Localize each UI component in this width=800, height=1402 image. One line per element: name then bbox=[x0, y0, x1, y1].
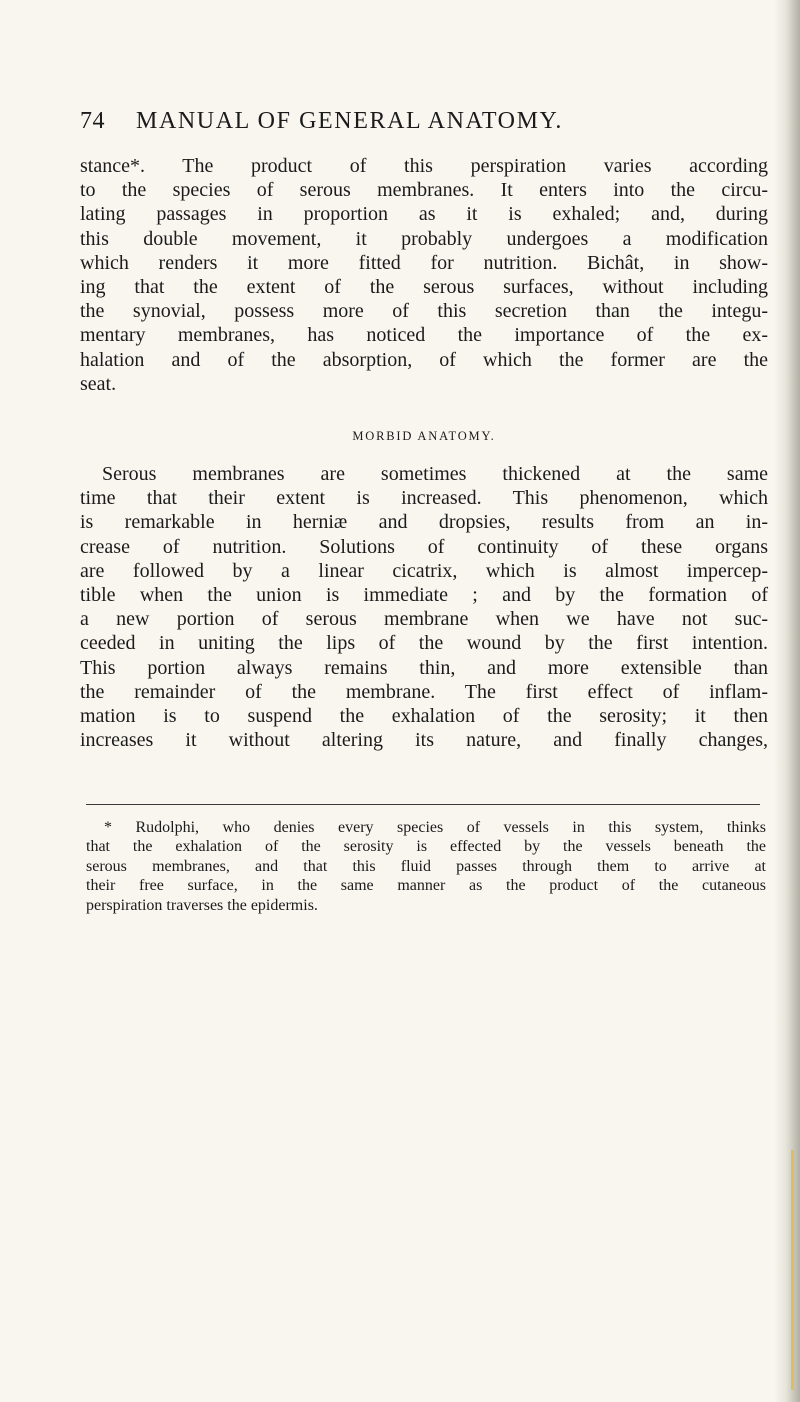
text-line: seat. bbox=[80, 372, 117, 395]
text-line: crease of nutrition. Solutions of continuity of these organs bbox=[80, 535, 768, 558]
text-line: stance*. The product of this perspiration varies according bbox=[80, 155, 768, 177]
section-heading: MORBID ANATOMY. bbox=[352, 429, 496, 444]
text-line: halation and of the absorption, of which the former are the bbox=[80, 348, 768, 371]
footnote-line: that the exhalation of the serosity is effected by the vessels beneath the bbox=[86, 838, 766, 856]
paragraph-perspiration bbox=[80, 154, 768, 396]
text-line: ceeded in uniting the lips of the wound by the first intention. bbox=[80, 632, 768, 655]
page-number: 74 bbox=[80, 108, 105, 134]
footnote-line: * Rudolphi, who denies every species of vessels in this system, thinks bbox=[104, 819, 766, 836]
page-edge-shadow bbox=[774, 0, 800, 1402]
footnote-divider bbox=[86, 804, 760, 805]
footnote-line: perspiration traverses the epidermis. bbox=[86, 896, 318, 914]
text-line: This portion always remains thin, and more extensible than bbox=[80, 656, 768, 679]
text-line: lating passages in proportion as it is exhaled; and, during bbox=[80, 203, 768, 226]
text-line: the synovial, possess more of this secretion than the integu- bbox=[80, 300, 768, 323]
text-line: time that their extent is increased. This phenomenon, which bbox=[80, 487, 768, 510]
text-line: Serous membranes are sometimes thickened at the same bbox=[102, 463, 768, 486]
text-line: a new portion of serous membrane when we have not suc- bbox=[80, 608, 768, 631]
page-edge-stain bbox=[791, 1150, 794, 1390]
body-text bbox=[80, 154, 768, 752]
text-line: increases it without altering its nature, and finally changes, bbox=[80, 729, 768, 752]
footnote-line: their free surface, in the same manner as the product of the cutaneous bbox=[86, 877, 766, 895]
running-header bbox=[80, 108, 700, 142]
text-line: which renders it more fitted for nutrition. Bichât, in show- bbox=[80, 251, 768, 274]
text-line: to the species of serous membranes. It enters into the circu- bbox=[80, 179, 768, 202]
footnote bbox=[86, 818, 766, 915]
running-title: MANUAL OF GENERAL ANATOMY. bbox=[136, 108, 563, 134]
footnote-line: serous membranes, and that this fluid passes through them to arrive at bbox=[86, 857, 766, 875]
text-line: mentary membranes, has noticed the importance of the ex- bbox=[80, 324, 768, 347]
text-line: is remarkable in herniæ and dropsies, results from an in- bbox=[80, 511, 768, 534]
paragraph-morbid-anatomy bbox=[80, 462, 768, 752]
text-line: the remainder of the membrane. The first effect of inflam- bbox=[80, 680, 768, 703]
text-line: this double movement, it probably undergoes a modification bbox=[80, 227, 768, 250]
text-line: ing that the extent of the serous surfaces, without including bbox=[80, 276, 768, 299]
text-line: tible when the union is immediate ; and by the formation of bbox=[80, 584, 768, 607]
text-line: mation is to suspend the exhalation of the serosity; it then bbox=[80, 705, 768, 728]
text-line: are followed by a linear cicatrix, which is almost impercep- bbox=[80, 559, 768, 582]
